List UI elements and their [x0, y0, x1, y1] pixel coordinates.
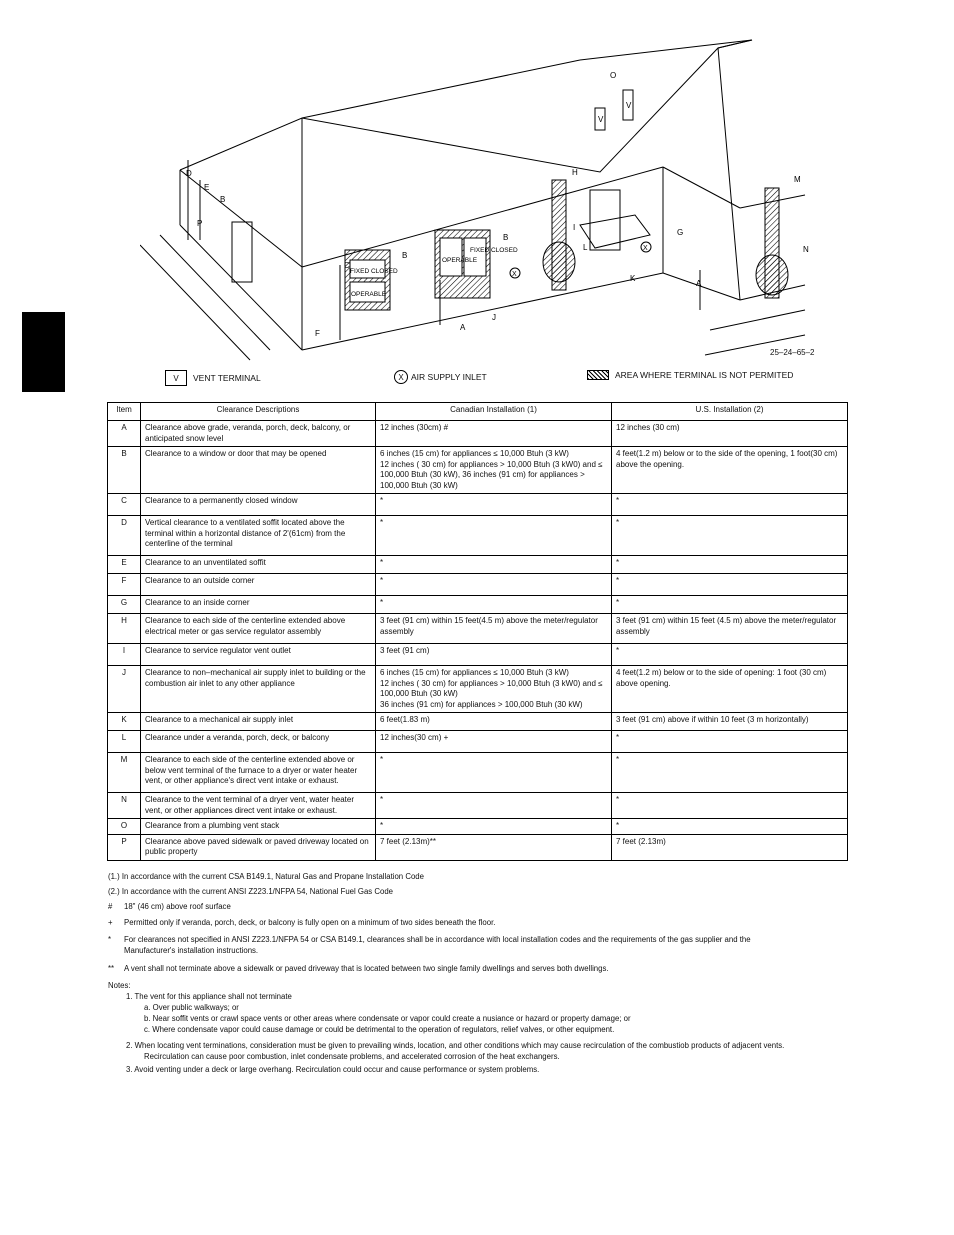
table-row: [108, 574, 848, 596]
footnote-2: (2.) In accordance with the current ANSI Z223.1/NFPA 54, National Fuel Gas Code: [108, 887, 394, 896]
cell-item: K: [108, 713, 141, 731]
cell-item: E: [108, 556, 141, 574]
table-row: [108, 713, 848, 731]
label-B-right: B: [503, 233, 509, 242]
header-description: Clearance Descriptions: [141, 403, 376, 421]
note-1b: b. Near soffit vents or crawl space vents or other areas where condensate or vapor could create a nusiance or hazard or property damage; or: [144, 1014, 631, 1023]
cell-canadian: 6 feet(1.83 m): [376, 713, 612, 731]
cell-canadian: *: [376, 516, 612, 556]
label-K: K: [630, 274, 636, 283]
cell-item: N: [108, 793, 141, 819]
cell-us: 4 feet(1.2 m) below or to the side of opening: 1 foot (30 cm) above opening.: [612, 666, 848, 713]
label-P: P: [197, 219, 203, 228]
cell-canadian: 6 inches (15 cm) for appliances ≤ 10,000 Btuh (3 kW) 12 inches ( 30 cm) for appliances > 10,000 Btuh (3 kW0) and ≤ 100,000 Btuh (30 kW) 36 inches (91 cm) for appliances > 100,000 Btuh (30 kW): [376, 666, 612, 713]
label-I: I: [573, 223, 576, 232]
vent-clearance-diagram: [140, 30, 860, 370]
cell-item: C: [108, 494, 141, 516]
label-V-stack2: V: [626, 101, 632, 110]
cell-description: Clearance to a mechanical air supply inlet: [141, 713, 376, 731]
label-F-bottom: F: [315, 329, 320, 338]
table-row: [108, 644, 848, 666]
cell-us: 3 feet (91 cm) within 15 feet (4.5 m) above the meter/regulator assembly: [612, 614, 848, 644]
note-2-cont: Recirculation can cause poor combustion, inlet condensate problems, and accelerated corrosion of the heat exchangers.: [144, 1052, 560, 1061]
table-row: [108, 731, 848, 753]
table-row: [108, 753, 848, 793]
note-1a: a. Over public walkways; or: [144, 1003, 239, 1012]
table-row: [108, 596, 848, 614]
footnote-hash: # 18" (46 cm) above roof surface: [108, 902, 231, 911]
cell-description: Clearance under a veranda, porch, deck, or balcony: [141, 731, 376, 753]
cell-canadian: *: [376, 556, 612, 574]
cell-item: D: [108, 516, 141, 556]
footnote-plus: + Permitted only if veranda, porch, deck, or balcony is fully open on a minimum of two sides beneath the floor.: [108, 918, 496, 927]
label-D: D: [186, 169, 192, 178]
cell-us: *: [612, 574, 848, 596]
cell-us: 3 feet (91 cm) above if within 10 feet (3 m horizontally): [612, 713, 848, 731]
label-G: G: [677, 228, 684, 237]
cell-us: *: [612, 793, 848, 819]
cell-us: 7 feet (2.13m): [612, 834, 848, 860]
label-B-left: B: [220, 195, 226, 204]
cell-canadian: *: [376, 596, 612, 614]
label-H: H: [572, 168, 578, 177]
cell-us: *: [612, 596, 848, 614]
cell-us: *: [612, 644, 848, 666]
label-O: O: [610, 71, 617, 80]
note-3: 3. Avoid venting under a deck or large overhang. Recirculation could occur and cause performance or system problems.: [126, 1065, 540, 1074]
cell-description: Clearance to non–mechanical air supply inlet to building or the combustion air inlet to any other appliance: [141, 666, 376, 713]
label-C: C: [344, 261, 350, 270]
hatch-symbol: [587, 370, 609, 380]
cell-us: *: [612, 516, 848, 556]
cell-us: *: [612, 556, 848, 574]
cell-description: Clearance to the vent terminal of a dryer vent, water heater vent, or other appliances direct vent intake or exhaust.: [141, 793, 376, 819]
cell-us: *: [612, 753, 848, 793]
air-supply-symbol: X: [394, 370, 408, 384]
cell-canadian: 6 inches (15 cm) for appliances ≤ 10,000 Btuh (3 kW) 12 inches ( 30 cm) for appliances > 10,000 Btuh (3 kW0) and ≤ 100,000 Btuh (30 kW), 36 inches (91 cm) for appliances > 100,000 Btuh (30 kW): [376, 447, 612, 494]
table-row: [108, 421, 848, 447]
header-item: Item: [108, 403, 141, 421]
cell-item: O: [108, 819, 141, 835]
label-J: J: [492, 313, 496, 322]
table-row: [108, 834, 848, 860]
footnote-star: * For clearances not specified in ANSI Z223.1/NFPA 54 or CSA B149.1, clearances shall be in accordance with local installation codes and the requirements of the gas supplier and the: [108, 935, 751, 944]
cell-description: Vertical clearance to a ventilated soffit located above the terminal within a horizontal distance of 2'(61cm) from the centerline of the terminal: [141, 516, 376, 556]
table-header-row: [108, 403, 848, 421]
cell-us: *: [612, 731, 848, 753]
label-operable-1: OPERABLE: [351, 291, 387, 298]
cell-description: Clearance to service regulator vent outlet: [141, 644, 376, 666]
cell-canadian: 3 feet (91 cm): [376, 644, 612, 666]
cell-canadian: 7 feet (2.13m)**: [376, 834, 612, 860]
cell-item: H: [108, 614, 141, 644]
label-operable-2: OPERABLE: [442, 257, 478, 264]
clearance-table: [107, 402, 848, 861]
cell-canadian: *: [376, 793, 612, 819]
cell-description: Clearance from a plumbing vent stack: [141, 819, 376, 835]
air-inlet-mark-2: X: [643, 245, 648, 252]
cell-item: P: [108, 834, 141, 860]
label-V-stack1: V: [598, 115, 604, 124]
cell-canadian: 12 inches (30cm) #: [376, 421, 612, 447]
cell-us: 12 inches (30 cm): [612, 421, 848, 447]
air-inlet-mark-1: X: [512, 271, 517, 278]
footnote-double-star: ** A vent shall not terminate above a sidewalk or paved driveway that is located between two single family dwellings and serves both dwellings.: [108, 964, 609, 973]
cell-us: 4 feet(1.2 m) below or to the side of the opening, 1 foot(30 cm) above the opening.: [612, 447, 848, 494]
legend-not-permitted-label: AREA WHERE TERMINAL IS NOT PERMITED: [615, 370, 794, 380]
legend-not-permitted: [587, 370, 793, 380]
cell-description: Clearance to each side of the centerline extended above or below vent terminal of the furnace to a dryer or water heater vent, or other appliance's direct vent intake or exhaust.: [141, 753, 376, 793]
cell-canadian: *: [376, 753, 612, 793]
table-row: [108, 494, 848, 516]
cell-item: L: [108, 731, 141, 753]
label-B-mid: B: [402, 251, 408, 260]
cell-description: Clearance to each side of the centerline extended above electrical meter or gas service regulator assembly: [141, 614, 376, 644]
footnote-1: (1.) In accordance with the current CSA B149.1, Natural Gas and Propane Installation Code: [108, 872, 424, 881]
legend-vent-terminal: [165, 370, 261, 386]
header-canadian: Canadian Installation (1): [376, 403, 612, 421]
legend-air-label: AIR SUPPLY INLET: [411, 372, 487, 382]
label-fixed-closed-1: FIXED CLOSED: [350, 268, 398, 275]
note-2: 2. When locating vent terminations, consideration must be given to prevailing winds, location, and other conditions which may cause recirculation of the combustiob products of adjacent vents.: [126, 1041, 785, 1050]
cell-canadian: 12 inches(30 cm) +: [376, 731, 612, 753]
footnote-star-cont: Manufacturer's installation instructions.: [124, 946, 259, 955]
legend: [0, 370, 954, 390]
cell-description: Clearance to an unventilated soffit: [141, 556, 376, 574]
note-1c: c. Where condensate vapor could cause damage or could be detrimental to the operation of regulators, relief valves, or other equipment.: [144, 1025, 615, 1034]
label-L: L: [583, 243, 588, 252]
table-row: [108, 666, 848, 713]
cell-item: A: [108, 421, 141, 447]
table-row: [108, 819, 848, 835]
note-1: 1. The vent for this appliance shall not terminate: [126, 992, 292, 1001]
cell-item: I: [108, 644, 141, 666]
header-us: U.S. Installation (2): [612, 403, 848, 421]
cell-description: Clearance to an outside corner: [141, 574, 376, 596]
cell-description: Clearance to a window or door that may be opened: [141, 447, 376, 494]
table-row: [108, 447, 848, 494]
cell-description: Clearance above paved sidewalk or paved driveway located on public property: [141, 834, 376, 860]
cell-description: Clearance to a permanently closed window: [141, 494, 376, 516]
cell-item: J: [108, 666, 141, 713]
table-row: [108, 556, 848, 574]
cell-item: F: [108, 574, 141, 596]
cell-canadian: *: [376, 819, 612, 835]
label-M: M: [794, 175, 801, 184]
legend-vent-label: VENT TERMINAL: [193, 373, 261, 383]
cell-canadian: 3 feet (91 cm) within 15 feet(4.5 m) above the meter/regulator assembly: [376, 614, 612, 644]
figure-id: 25–24–65–2: [770, 348, 815, 357]
cell-canadian: *: [376, 494, 612, 516]
label-N: N: [803, 245, 809, 254]
cell-item: B: [108, 447, 141, 494]
cell-item: G: [108, 596, 141, 614]
label-A-mid: A: [460, 323, 466, 332]
cell-description: Clearance to an inside corner: [141, 596, 376, 614]
notes-heading: Notes:: [108, 981, 131, 990]
cell-us: *: [612, 494, 848, 516]
table-row: [108, 614, 848, 644]
cell-item: M: [108, 753, 141, 793]
legend-air-supply: [394, 370, 487, 384]
cell-canadian: *: [376, 574, 612, 596]
label-A-right: A: [696, 279, 702, 288]
label-fixed-closed-2: FIXED CLOSED: [470, 247, 518, 254]
table-row: [108, 516, 848, 556]
cell-us: *: [612, 819, 848, 835]
table-row: [108, 793, 848, 819]
label-E: E: [204, 183, 210, 192]
cell-description: Clearance above grade, veranda, porch, deck, balcony, or anticipated snow level: [141, 421, 376, 447]
roof-outline: [180, 40, 752, 172]
vent-terminal-symbol: V: [165, 370, 187, 386]
